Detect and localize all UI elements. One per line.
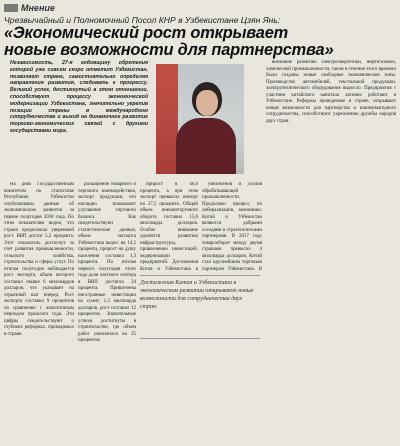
article-lead: Независимость, 27-я годовщину обретения которой уже совсем скоро отметит Узбекистан, позволяет стране, самостоятельно определяя направления развития, следовать к прогрессу. Великий успех, достигнутый в этом отношении, способствует процессу экономической модернизации Узбекистана, значительно укрепив позиции страны в международном сотрудничестве и выход на динамичное развитие торгово-экономических связей с другими государствами мира. <box>10 60 148 134</box>
rubric-marker <box>4 4 18 12</box>
article-column-2: расширение товарного и торгового взаимодействия, экспорт продукции, что наглядно показывает улучшение торгового баланса. Как свидетельствуют статистические данные, объем экспорта Узбекистана вырос на 14,2 процента, прирост на душу населения составил 1,3 процента. По итогам первого полугодия этого года доля частного сектора в ВВП достигла 24 процента. Привлечены иностранные инвестиции на сумму 1,3 миллиарда долларов, рост составил 12 процентов. Значительные успехи достигнуты в строительстве, где объем работ увеличился на 25 процентов. <box>78 182 136 343</box>
article-column-4: увеличения и усилия обрабатывающей промышленности. Продолжен процесс по либерализации, экономики. Китай и Узбекистан являются добрыми соседями и стратегическими партнерами. В 2017 году товарооборот между двумя странами превысил 4 миллиарда долларов, Китай стал крупнейшим торговым партнером Узбекистана. В <box>202 182 262 272</box>
headline-line-2: новые возможности для партнерства» <box>4 41 334 59</box>
headline-line-1: «Экономический рост открывает <box>4 24 288 42</box>
rubric-label: Мнение <box>21 3 55 13</box>
photo-figure-face <box>196 90 218 116</box>
lead-section <box>4 60 254 180</box>
article-column-3: прирост в 46,8 процента, а при этом экспорт превысил импорт на 27,5 процента. Общий объем внешнеторгового оборота составил 15,6 миллиарда долларов. Особое внимание уделяется развитию инфраструктуры, привлечению инвестиций, модернизации предприятий. Достижения Китая и Узбекистана в <box>140 182 198 272</box>
article-kicker: Чрезвычайный и Полномочный Посол КНР в Узбекистане Цзян Янь: <box>4 15 281 25</box>
ambassador-photo <box>156 64 244 174</box>
pull-quote: Достижения Китая и Узбекистана в экономическом развитии открывают новые возможности для сотрудничества двух стран. <box>140 275 260 339</box>
rubric <box>4 2 396 14</box>
photo-figure-body <box>176 118 236 174</box>
article-column-5: внимание развитию электроэнергетики, нефтегазовой, химической промышленности, также в течение этого времени были созданы новые свободные экономические зоны. Производство автомобилей, текстильной продукции, электротехнического оборудования выросло. Предприятия с участием китайского капитала активно работают в Узбекистане. Реформы проводимые в стране, открывают новые возможности для партнерства и взаимовыгодного сотрудничества, способствуют укреплению дружбы народов двух стран. <box>266 60 396 124</box>
article-column-1: На днях Государственным комитетом по статистике Республики Узбекистан опубликованы данные об экономическом развитии за первое полугодие 2018 года. По этим показателям видно, что страна продолжила уверенный рост. ВВП достиг 5,2 процента. Этот показатель достигнут за счет развития промышленности, сельского хозяйства, строительства и сферы услуг. По итогам полугодия наблюдается рост экспорта, объем которого составил свыше 6 миллиардов долларов, что указывает на серьезный шаг вперед. Рост экспорта составил 9 процентов по сравнению с аналогичным периодом прошлого года. Эти цифры свидетельствуют о глубоких реформах, проводимых в стране. <box>4 182 74 337</box>
flag-backdrop <box>156 64 178 174</box>
